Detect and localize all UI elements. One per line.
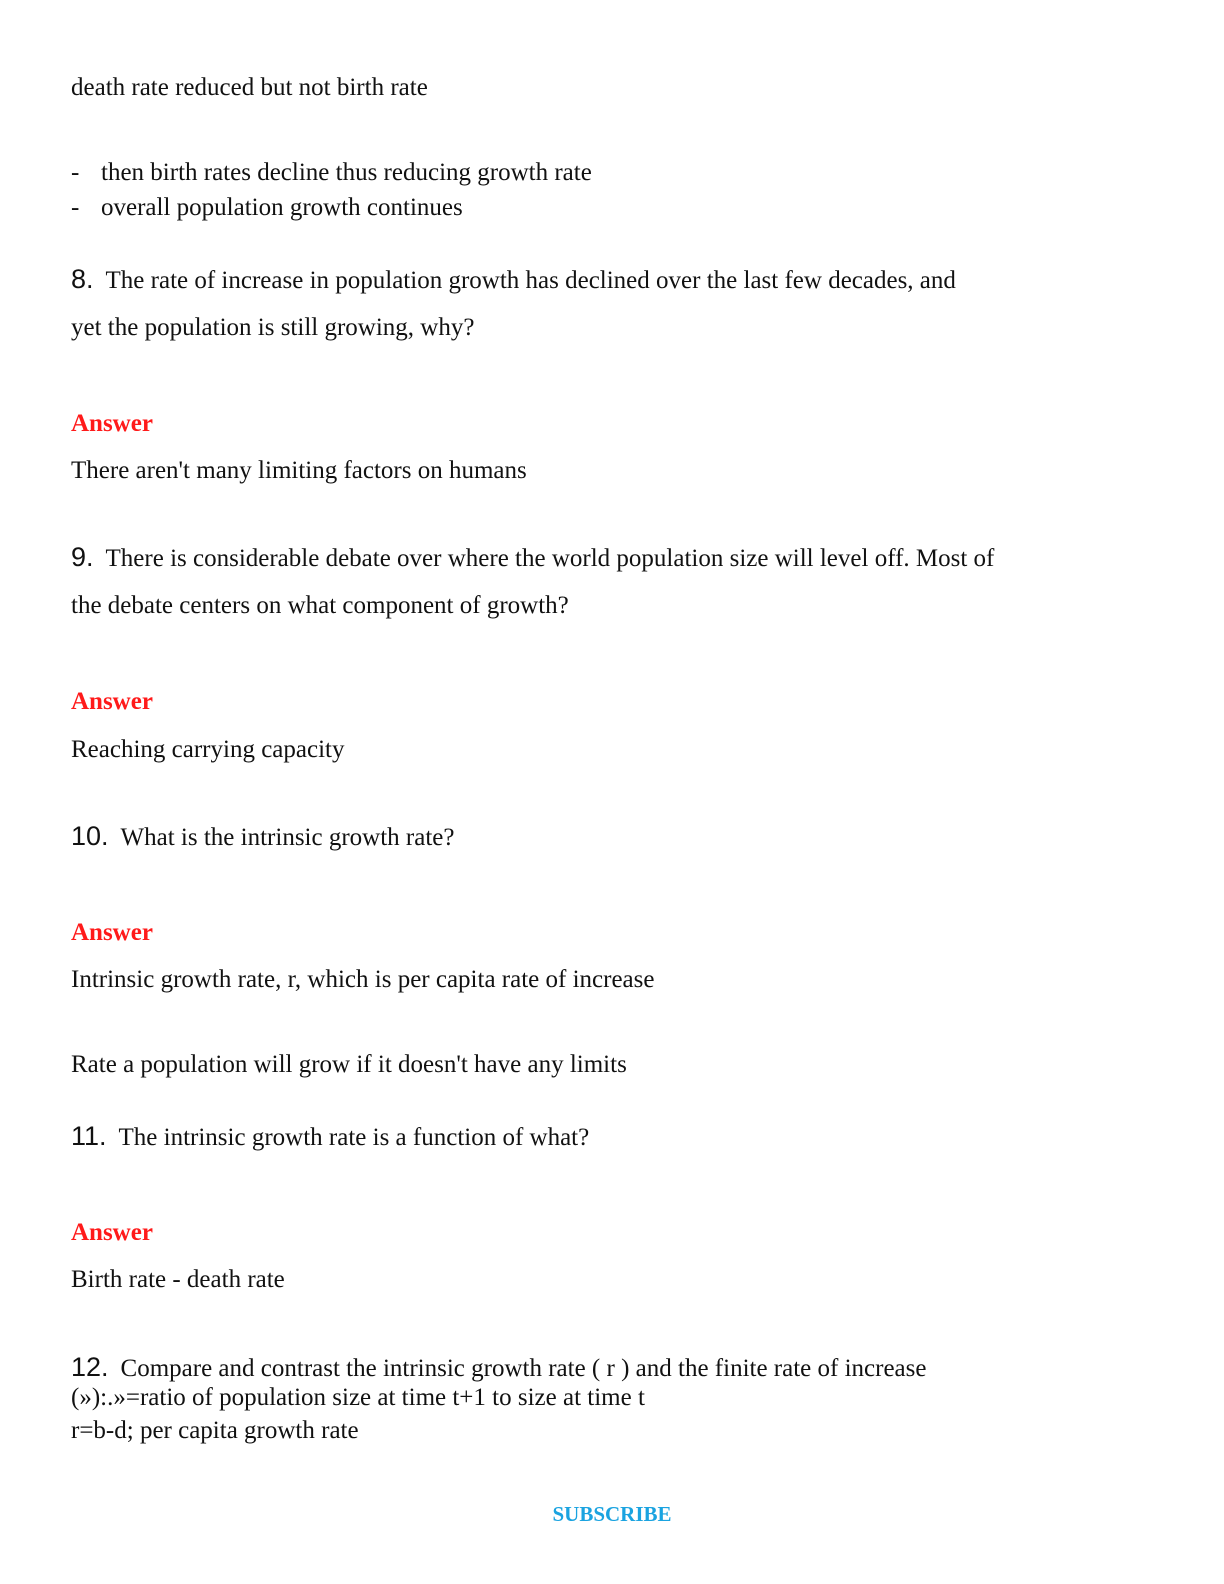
bullet-text: overall population growth continues: [101, 194, 463, 221]
question-12-detail: r=b-d; per capita growth rate: [71, 1417, 359, 1444]
answer-text: Reaching carrying capacity: [71, 736, 345, 763]
answer-heading: Answer: [71, 919, 153, 946]
answer-text: Rate a population will grow if it doesn't have any limits: [71, 1051, 627, 1078]
question-number: 10.: [71, 821, 109, 851]
question-12-detail: (»):.»=ratio of population size at time t+1 to size at time t: [71, 1384, 645, 1411]
bullet-item: [71, 193, 463, 223]
question-number: 11.: [71, 1121, 107, 1151]
intro-line: death rate reduced but not birth rate: [71, 74, 428, 101]
question-text: Compare and contrast the intrinsic growth rate ( r ) and the finite rate of increase: [120, 1355, 927, 1382]
subscribe-link[interactable]: SUBSCRIBE: [552, 1502, 672, 1526]
question-10: [71, 821, 454, 853]
answer-heading: Answer: [71, 410, 153, 437]
question-8-continuation: yet the population is still growing, why?: [71, 314, 475, 341]
bullet-marker: -: [71, 194, 80, 221]
question-number: 9.: [71, 542, 94, 572]
answer-heading: Answer: [71, 688, 153, 715]
question-text: The intrinsic growth rate is a function of what?: [118, 1124, 590, 1151]
answer-text: Birth rate - death rate: [71, 1266, 285, 1293]
question-11: [71, 1121, 589, 1153]
question-number: 8.: [71, 264, 94, 294]
question-8: [71, 264, 956, 296]
question-text: What is the intrinsic growth rate?: [120, 824, 455, 851]
bullet-text: then birth rates decline thus reducing growth rate: [101, 159, 592, 186]
answer-text: Intrinsic growth rate, r, which is per capita rate of increase: [71, 966, 655, 993]
question-12: [71, 1352, 926, 1384]
bullet-marker: -: [71, 159, 80, 186]
bullet-item: [71, 158, 592, 188]
question-text: There is considerable debate over where the world population size will level off. Most of: [105, 545, 995, 572]
question-9-continuation: the debate centers on what component of growth?: [71, 592, 569, 619]
answer-heading: Answer: [71, 1219, 153, 1246]
question-number: 12.: [71, 1352, 109, 1382]
question-text: The rate of increase in population growth has declined over the last few decades, and: [105, 267, 956, 294]
question-9: [71, 542, 994, 574]
answer-text: There aren't many limiting factors on humans: [71, 457, 527, 484]
